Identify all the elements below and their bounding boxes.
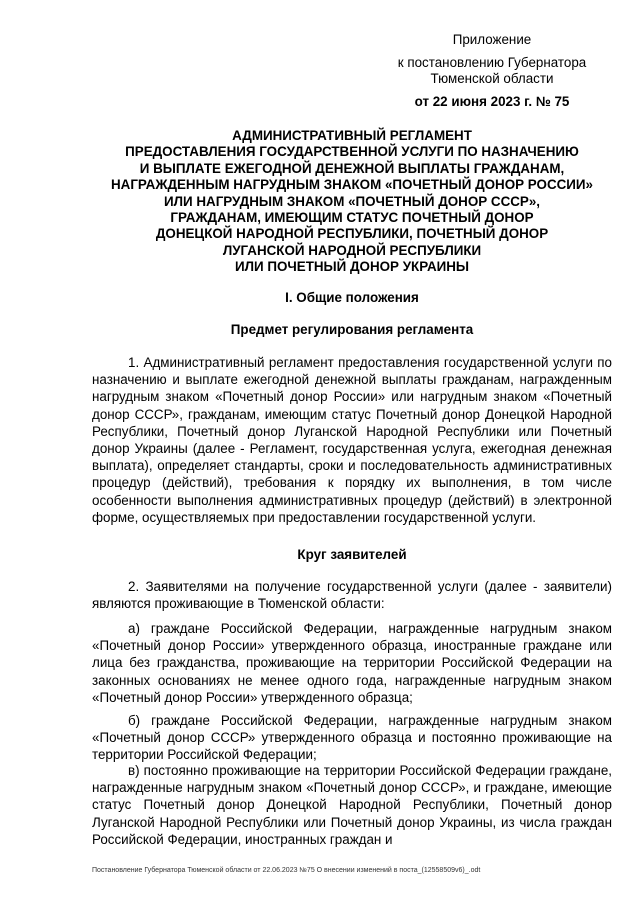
title-line: НАГРАЖДЕННЫМ НАГРУДНЫМ ЗНАКОМ «ПОЧЕТНЫЙ ДОНОР РОССИИ» <box>110 177 593 193</box>
title-line: ИЛИ НАГРУДНЫМ ЗНАКОМ «ПОЧЕТНЫЙ ДОНОР СССР», <box>163 193 541 209</box>
section-heading: I. Общие положения <box>285 290 419 305</box>
title-line: ПРЕДОСТАВЛЕНИЯ ГОСУДАРСТВЕННОЙ УСЛУГИ ПО НАЗНАЧЕНИЮ <box>125 144 579 160</box>
paragraph-2: 2. Заявителями на получение государственной услуги (далее - заявители) являются проживающие в Тюменской области: <box>92 579 612 612</box>
subsection-heading-applicants: Круг заявителей <box>297 547 407 562</box>
appendix-label: Приложение <box>452 32 532 47</box>
item-b: б) граждане Российской Федерации, награжденные нагрудным знаком «Почетный донор СССР» утвержденного образца и постоянно проживающие на территории Российской Федерации; <box>92 713 612 763</box>
item-v: в) постоянно проживающие на территории Российской Федерации граждане, награжденные нагрудным знаком «Почетный донор СССР», и граждане, имеющие статус Почетный донор Донецкой Народной Республики, Почетный донор Луганской Народной Республики или Почетный донор Украины, из числа граждан Российской Федерации, иностранных граждан и <box>92 763 612 847</box>
title-line: ГРАЖДАНАМ, ИМЕЮЩИМ СТАТУС ПОЧЕТНЫЙ ДОНОР <box>170 210 534 226</box>
title-line: ДОНЕЦКОЙ НАРОДНОЙ РЕСПУБЛИКИ, ПОЧЕТНЫЙ ДОНОР <box>155 226 549 242</box>
document-footer: Постановление Губернатора Тюменской области от 22.06.2023 №75 О внесении изменений в поста_(12558509v6)_.odt <box>92 867 481 874</box>
title-line: ЛУГАНСКОЙ НАРОДНОЙ РЕСПУБЛИКИ <box>222 242 482 258</box>
title-line: ИЛИ ПОЧЕТНЫЙ ДОНОР УКРАИНЫ <box>234 259 470 275</box>
paragraph-1: 1. Административный регламент предоставления государственной услуги по назначению и выплате ежегодной денежной выплаты гражданам, награжденным нагрудным знаком «Почетный донор России» или нагрудным знаком «Почетный донор СССР», гражданам, имеющим статус Почетный донор Донецкой Народной Республики, Почетный донор Луганской Народной Республики или Почетный донор Украины (далее - Регламент, государственная услуга, ежегодная денежная выплата), определяет стандарты, сроки и последовательность административных процедур (действий), требования к порядку их выполнения, в том числе особенности выполнения административных процедур (действий) в электронной форме, осуществляемых при предоставлении государственной услуги. <box>92 355 612 525</box>
appendix-region: Тюменской области <box>430 71 554 86</box>
title-line: АДМИНИСТРАТИВНЫЙ РЕГЛАМЕНТ <box>232 128 472 143</box>
title-line: И ВЫПЛАТЕ ЕЖЕГОДНОЙ ДЕНЕЖНОЙ ВЫПЛАТЫ ГРАЖДАНАМ, <box>139 160 565 176</box>
appendix-date-number: от 22 июня 2023 г. № 75 <box>414 94 570 109</box>
regulation-title <box>92 128 612 276</box>
appendix-reference: к постановлению Губернатора <box>397 55 587 70</box>
item-a: а) граждане Российской Федерации, награжденные нагрудным знаком «Почетный донор России» утвержденного образца, иностранные граждане или лица без гражданства, проживающие на территории Российской Федерации на законных основаниях не менее одного года, награжденные нагрудным знаком «Почетный донор России» утвержденного образца; <box>92 621 612 705</box>
subsection-heading-subject: Предмет регулирования регламента <box>230 322 474 337</box>
